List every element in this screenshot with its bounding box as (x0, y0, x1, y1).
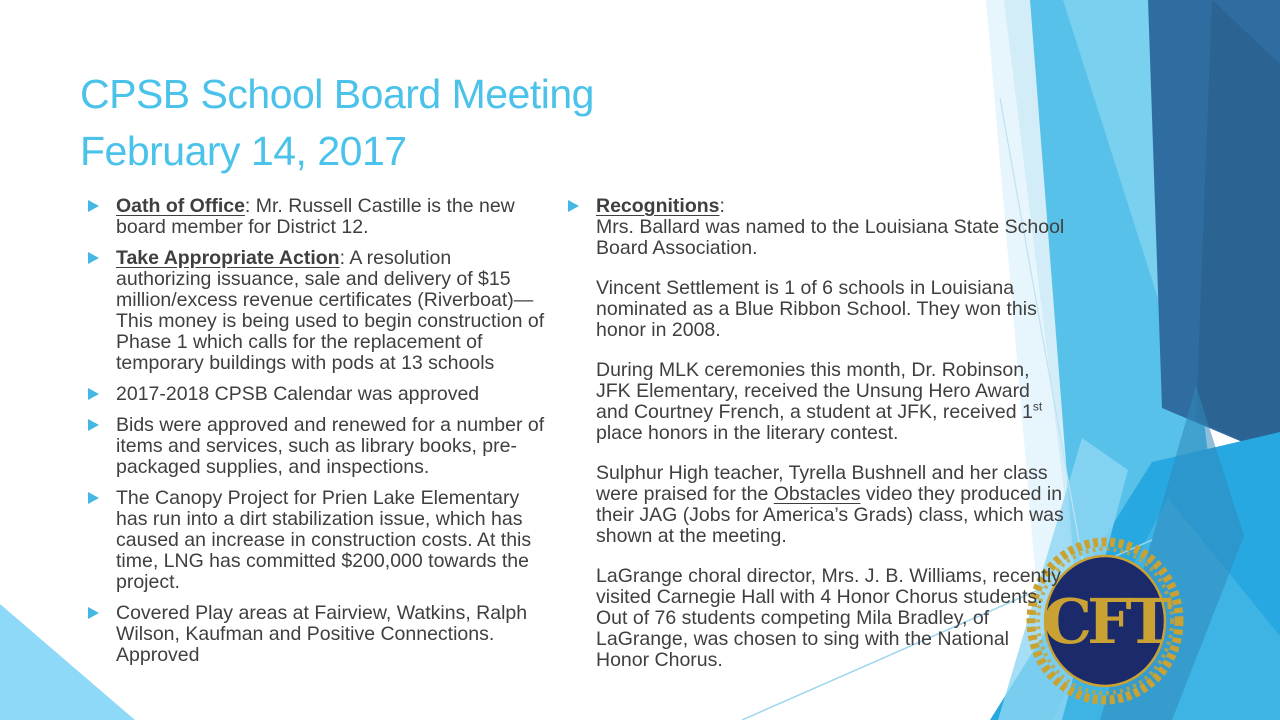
paragraph-sulphur-text-after: video they produced in their JAG (Jobs for America’s Grads) class, which was shown at the meeting. (596, 483, 1064, 547)
bullet-item-calendar (88, 384, 548, 405)
bullet-item-canopy-project (88, 488, 548, 593)
bullet-item-recognitions (568, 196, 1065, 671)
paragraph-sulphur-text: Sulphur High teacher, Tyrella Bushnell and her class were praised for the (596, 462, 1048, 505)
bullet-triangle-icon (88, 419, 99, 431)
title-line-1: CPSB School Board Meeting (80, 71, 594, 117)
bullet-item-covered-play (88, 603, 548, 666)
logo-monogram: CFT (1042, 585, 1168, 658)
bullet-text: The Canopy Project for Prien Lake Elementary has run into a dirt stabilization issue, which has caused an increase in construction costs. At this time, LNG has committed $200,000 towards the project. (116, 487, 532, 593)
bullet-text: 2017-2018 CPSB Calendar was approved (116, 383, 480, 405)
bullet-lead: Recognitions (596, 195, 720, 217)
bullet-text: : A resolution authorizing issuance, sale and delivery of $15 million/excess revenue certificates (Riverboat)—This money is being used to begin construction of Phase 1 which calls for the replacement of temporary buildings with pods at 13 schools (116, 247, 545, 374)
paragraph-mlk-text-after: place honors in the literary contest. (596, 422, 899, 444)
bullet-text: Bids were approved and renewed for a number of items and services, such as library books, pre-packaged supplies, and inspections. (116, 414, 545, 478)
bullet-text: Covered Play areas at Fairview, Watkins, Ralph Wilson, Kaufman and Positive Connections. Approved (116, 602, 528, 666)
paragraph-lagrange-choral: LaGrange choral director, Mrs. J. B. Williams, recently visited Carnegie Hall with 4 Honor Chorus students. Out of 76 students competing Mila Bradley, of LaGrange, was chosen to sing with the National Honor Chorus. (596, 565, 1061, 671)
bullet-lead: Take Appropriate Action (116, 247, 340, 269)
right-bullet-column (568, 196, 1065, 681)
obstacles-underlined: Obstacles (773, 483, 861, 505)
bullet-triangle-icon (568, 200, 579, 212)
bullet-lead: Oath of Office (116, 195, 245, 217)
bullet-item-bids (88, 415, 548, 478)
paragraph-mlk (596, 360, 1065, 444)
title-line-2: February 14, 2017 (80, 128, 407, 174)
bullet-item-oath-of-office (88, 196, 548, 238)
left-bullet-column (88, 196, 548, 676)
ordinal-superscript: st (1032, 399, 1043, 414)
bullet-triangle-icon (88, 388, 99, 400)
bullet-triangle-icon (88, 607, 99, 619)
bullet-item-take-action (88, 248, 548, 374)
paragraph-sulphur-high (596, 463, 1065, 547)
paragraph-mlk-text: During MLK ceremonies this month, Dr. Robinson, JFK Elementary, received the Unsung Hero Award and Courtney French, a student at JFK, received 1 (596, 359, 1033, 423)
bullet-triangle-icon (88, 492, 99, 504)
lead-suffix: : (719, 195, 725, 217)
bullet-text: : Mr. Russell Castille is the new board member for District 12. (116, 195, 515, 238)
paragraph-vincent-settlement: Vincent Settlement is 1 of 6 schools in Louisiana nominated as a Blue Ribbon School. They won this honor in 2008. (596, 277, 1037, 341)
paragraph-ballard: Mrs. Ballard was named to the Louisiana State School Board Association. (596, 216, 1065, 259)
bullet-triangle-icon (88, 252, 99, 264)
recognitions-heading-and-p1 (596, 196, 1065, 259)
page-title (80, 66, 594, 180)
bullet-triangle-icon (88, 200, 99, 212)
